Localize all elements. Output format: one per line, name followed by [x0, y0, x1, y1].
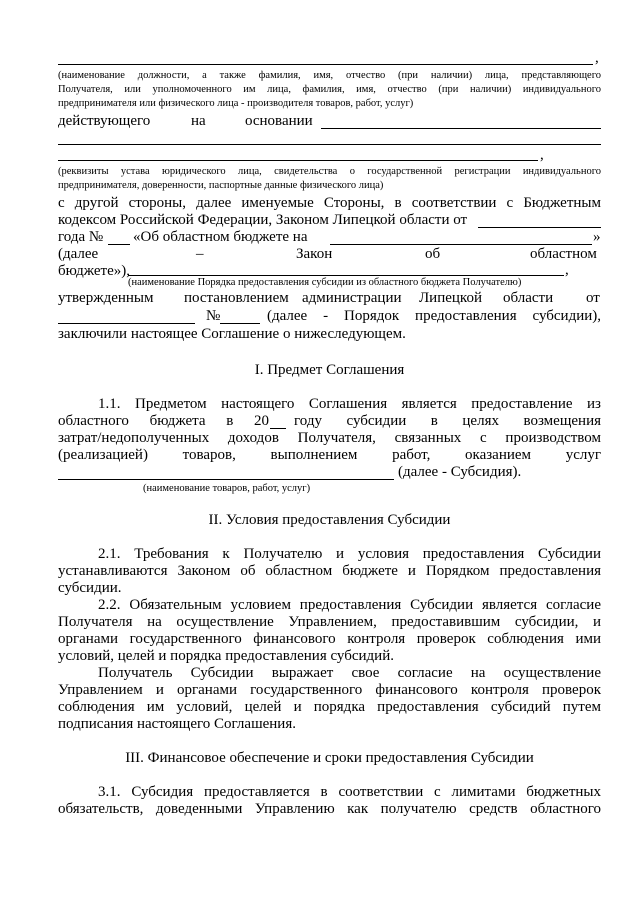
body-line: бюджете»),: [58, 263, 130, 279]
blank-line: [58, 160, 538, 161]
body-line: 3.1. Субсидия предоставляется в соответствии с лимитами бюджетных: [98, 784, 601, 800]
blank-line: [58, 144, 601, 145]
comma: ,: [565, 262, 569, 278]
blank-line: [58, 479, 394, 480]
blank-line: [58, 64, 593, 65]
blank-line: [108, 244, 130, 245]
blank-line: [478, 227, 601, 228]
section-title: III. Финансовое обеспечение и сроки предоставления Субсидии: [125, 750, 534, 766]
body-line: 2.1. Требования к Получателю и условия предоставления Субсидии: [98, 546, 601, 562]
section-title: II. Условия предоставления Субсидии: [208, 512, 451, 528]
body-line: заключили настоящее Соглашение о нижеследующем.: [58, 326, 406, 342]
blank-line: [330, 244, 592, 245]
comma: ,: [540, 147, 544, 163]
body-line: Получателя на осуществление Управлением, предоставившим субсидии, и: [58, 614, 601, 630]
body-line: обязательств, доведенными Управлению как получателю средств областного: [58, 801, 601, 817]
section-title: I. Предмет Соглашения: [254, 362, 405, 378]
body-line: устанавливаются Законом об областном бюджете и Порядком предоставления: [58, 563, 601, 579]
caption-line: предпринимателя или физического лица - производителя товаров, работ, услуг): [58, 98, 414, 109]
body-line: затрат/недополученных доходов Получателя, связанных с производством: [58, 430, 601, 446]
caption-line: (наименование должности, а также фамилия, имя, отчество (при наличии) лица, представляющего: [58, 70, 601, 81]
body-line: подписания настоящего Соглашения.: [58, 716, 296, 732]
body-line: 1.1. Предметом настоящего Соглашения является предоставление из: [98, 396, 601, 412]
body-line: (реализацией) товаров, выполнением работ, оказанием услуг: [58, 447, 601, 463]
blank-line: [321, 128, 601, 129]
body-line: с другой стороны, далее именуемые Стороны, в соответствии с Бюджетным: [58, 195, 601, 211]
body-line: субсидии.: [58, 580, 122, 596]
caption-line: (реквизиты устава юридического лица, свидетельства о государственной регистрации индивидуального: [58, 166, 601, 177]
body-line: Получатель Субсидии выражает свое согласие на осуществление: [98, 665, 601, 681]
caption-line: предпринимателя, доверенности, паспортные данные физического лица): [58, 180, 384, 191]
body-line: соблюдения им условий, целей и порядка предоставления субсидий путем: [58, 699, 601, 715]
blank-line: [58, 323, 195, 324]
blank-line: [220, 323, 260, 324]
caption-line: Получателя, или уполномоченного им лица, фамилия, имя, отчество (при наличии) индивидуального: [58, 84, 601, 95]
comma: ,: [595, 50, 599, 66]
body-line: Управлением и органами государственного финансового контроля проверок: [58, 682, 601, 698]
body-line: кодексом Российской Федерации, Законом Липецкой области от: [58, 212, 468, 228]
body-line: условий, целей и порядка предоставления субсидий.: [58, 648, 394, 664]
body-line: органами государственного финансового контроля проверок соблюдения ими: [58, 631, 601, 647]
body-line: 2.2. Обязательным условием предоставления Субсидии является согласие: [98, 597, 601, 613]
